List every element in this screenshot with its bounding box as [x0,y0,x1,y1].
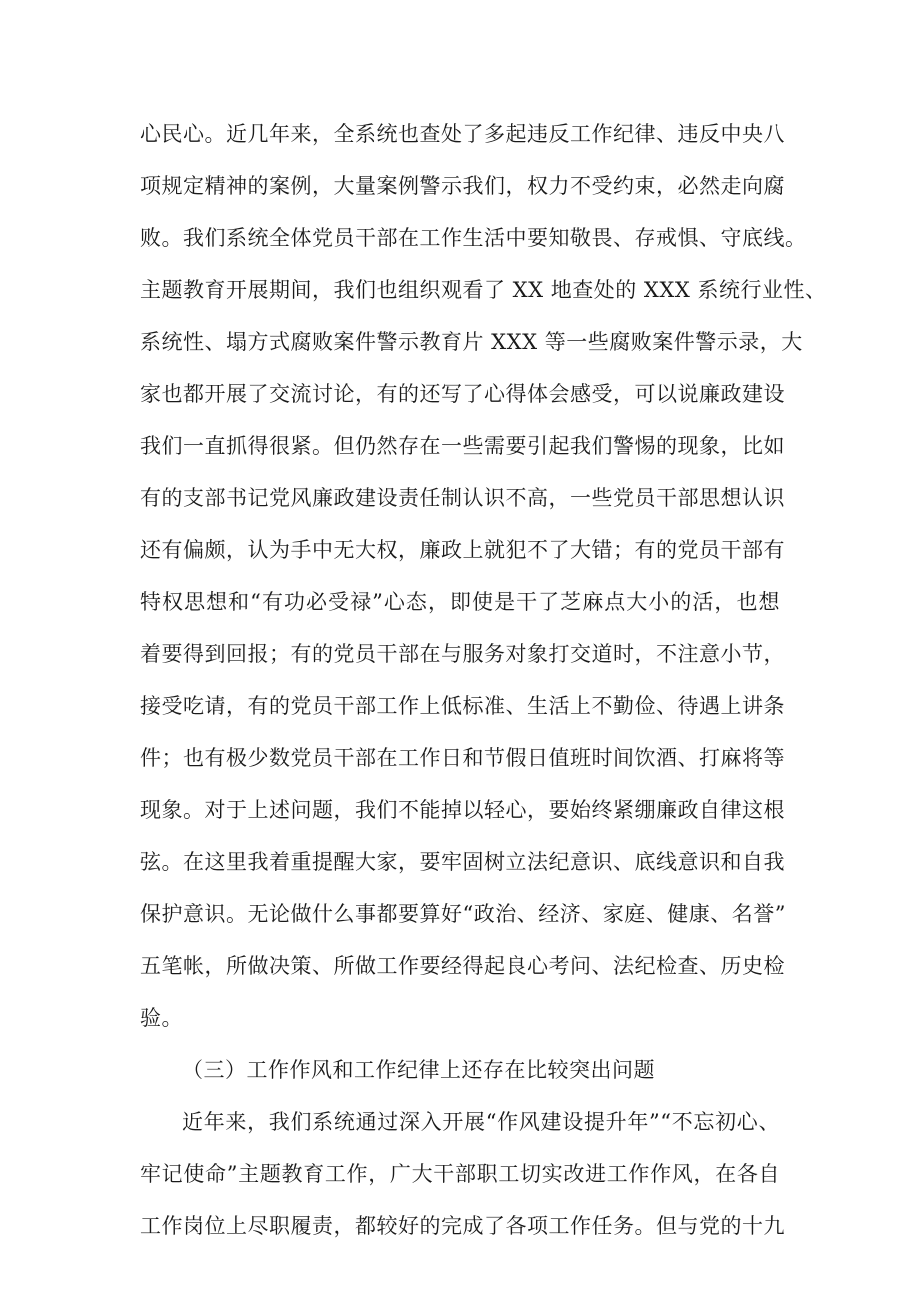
paragraph-line: 有的支部书记党风廉政建设责任制认识不高，一些党员干部思想认识 [140,486,785,510]
paragraph-line: 保护意识。无论做什么事都要算好“政治、经济、家庭、健康、名誉” [140,902,786,926]
paragraph-line: 工作岗位上尽职履责，都较好的完成了各项工作任务。但与党的十九 [140,1214,785,1238]
paragraph-line: 我们一直抓得很紧。但仍然存在一些需要引起我们警惕的现象，比如 [140,434,785,458]
paragraph-line: 现象。对于上述问题，我们不能掉以轻心，要始终紧绷廉政自律这根 [140,798,785,822]
paragraph-line: 牢记使命”主题教育工作，广大干部职工切实改进工作作风，在各自 [140,1162,780,1186]
paragraph-line: 五笔帐，所做决策、所做工作要经得起良心考问、法纪检查、历史检 [140,954,785,978]
paragraph-line: 着要得到回报；有的党员干部在与服务对象打交道时，不注意小节， [140,642,785,666]
paragraph-line: 还有偏颇，认为手中无大权，廉政上就犯不了大错；有的党员干部有 [140,538,785,562]
paragraph-line: 心民心。近几年来，全系统也查处了多起违反工作纪律、违反中央八 [140,122,785,146]
paragraph-line: 败。我们系统全体党员干部在工作生活中要知敬畏、存戒惧、守底线。 [140,226,807,250]
paragraph-line: 家也都开展了交流讨论，有的还写了心得体会感受，可以说廉政建设 [140,382,785,406]
paragraph-line: 近年来，我们系统通过深入开展“作风建设提升年”“不忘初心、 [182,1110,780,1134]
paragraph-line: 件；也有极少数党员干部在工作日和节假日值班时间饮酒、打麻将等 [140,746,785,770]
paragraph-line: 接受吃请，有的党员干部工作上低标准、生活上不勤俭、待遇上讲条 [140,694,785,718]
paragraph-line: 项规定精神的案例，大量案例警示我们，权力不受约束，必然走向腐 [140,174,785,198]
paragraph-line: 主题教育开展期间，我们也组织观看了 XX 地查处的 XXX 系统行业性、 [140,278,827,302]
section-heading: （三）工作作风和工作纪律上还存在比较突出问题 [182,1058,655,1082]
paragraph-line: 系统性、塌方式腐败案件警示教育片 XXX 等一些腐败案件警示录，大 [140,330,803,354]
paragraph-line: 弦。在这里我着重提醒大家，要牢固树立法纪意识、底线意识和自我 [140,850,785,874]
paragraph-line: 特权思想和“有功必受禄”心态，即使是干了芝麻点大小的活，也想 [140,590,780,614]
paragraph-line: 验。 [140,1006,183,1030]
